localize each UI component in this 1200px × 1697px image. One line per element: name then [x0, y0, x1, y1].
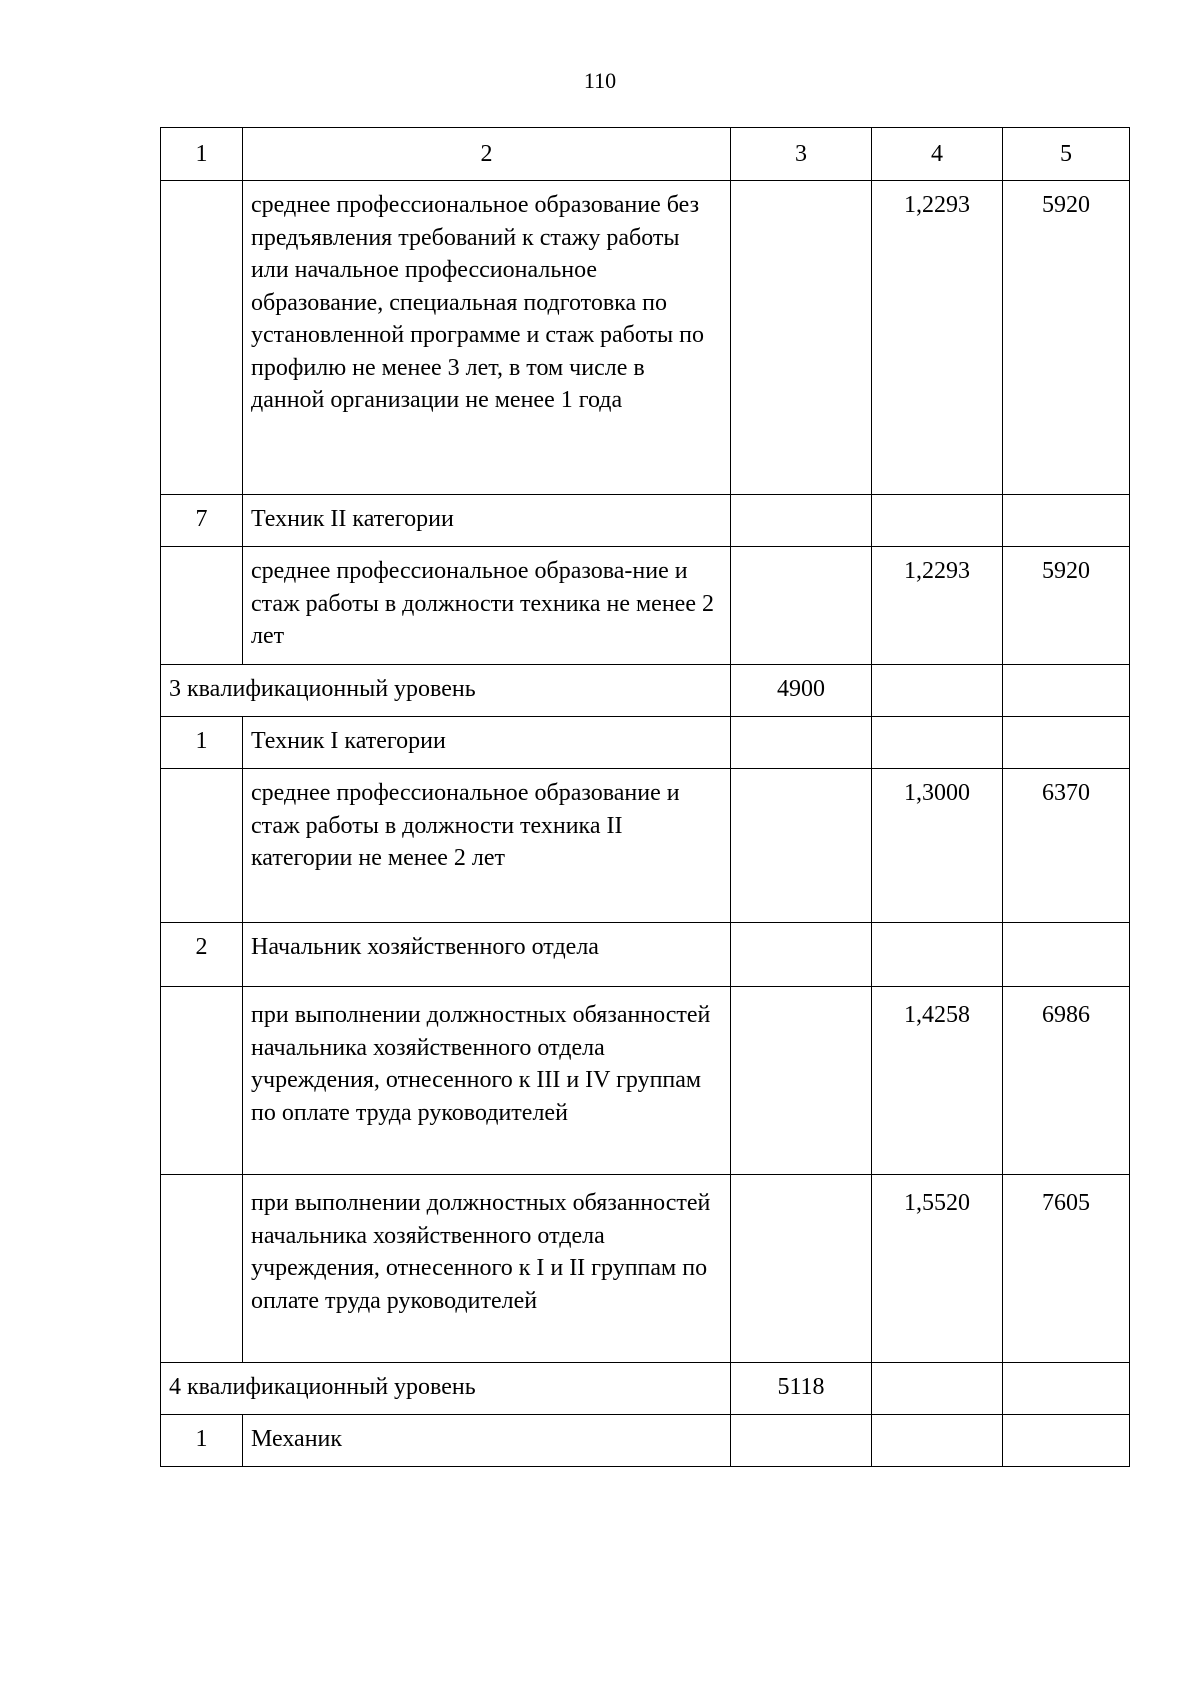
- salary-cell: 7605: [1003, 1175, 1130, 1363]
- position-title-cell: Механик: [243, 1415, 731, 1467]
- salary-cell: 5920: [1003, 181, 1130, 495]
- row-number-cell: [161, 181, 243, 495]
- header-cell: 4: [872, 128, 1003, 181]
- table-row: [161, 987, 1130, 1175]
- header-cell: 2: [243, 128, 731, 181]
- salary-cell: [1003, 495, 1130, 547]
- requirement-text-cell: при выполнении должностных обязанностей начальника хозяйственного отдела учреждения, отнесенного к I и II группам по оплате труда руководителей: [243, 1175, 731, 1363]
- table-row: [161, 1363, 1130, 1415]
- coefficient-cell: [872, 495, 1003, 547]
- base-salary-cell: [731, 547, 872, 665]
- coefficient-cell: [872, 1363, 1003, 1415]
- row-number-cell: [161, 987, 243, 1175]
- row-number-cell: [161, 769, 243, 923]
- base-salary-cell: [731, 495, 872, 547]
- page-number: 110: [583, 68, 617, 93]
- table-row: [161, 923, 1130, 987]
- base-salary-cell: [731, 769, 872, 923]
- position-title-cell: Техник II категории: [243, 495, 731, 547]
- header-cell: 5: [1003, 128, 1130, 181]
- salary-cell: 6370: [1003, 769, 1130, 923]
- salary-cell: 5920: [1003, 547, 1130, 665]
- requirement-text-cell: среднее профессиональное образова-ние и стаж работы в должности техника не менее 2 лет: [243, 547, 731, 665]
- salary-cell: [1003, 1363, 1130, 1415]
- position-title-cell: Начальник хозяйственного отдела: [243, 923, 731, 987]
- row-number-cell: 2: [161, 923, 243, 987]
- table-row: [161, 1415, 1130, 1467]
- coefficient-cell: [872, 665, 1003, 717]
- base-salary-cell: [731, 987, 872, 1175]
- table-row: [161, 769, 1130, 923]
- table-row: [161, 181, 1130, 495]
- header-cell: 3: [731, 128, 872, 181]
- base-salary-cell: [731, 717, 872, 769]
- coefficient-cell: 1,3000: [872, 769, 1003, 923]
- row-number-cell: [161, 1175, 243, 1363]
- base-salary-cell: [731, 1175, 872, 1363]
- position-title-cell: Техник I категории: [243, 717, 731, 769]
- table-row: [161, 1175, 1130, 1363]
- row-number-cell: 7: [161, 495, 243, 547]
- salary-cell: [1003, 923, 1130, 987]
- row-number-cell: [161, 547, 243, 665]
- salary-cell: [1003, 1415, 1130, 1467]
- coefficient-cell: [872, 1415, 1003, 1467]
- coefficient-cell: [872, 717, 1003, 769]
- table-row: [161, 495, 1130, 547]
- requirement-text-cell: среднее профессиональное образование и стаж работы в должности техника II категории не менее 2 лет: [243, 769, 731, 923]
- requirement-text-cell: среднее профессиональное образование без предъявления требований к стажу работы или начальное профессиональное образование, специальная подготовка по установленной программе и стаж работы по профилю не менее 3 лет, в том числе в данной организации не менее 1 года: [243, 181, 731, 495]
- salary-cell: [1003, 717, 1130, 769]
- coefficient-cell: 1,2293: [872, 547, 1003, 665]
- table-row: [161, 717, 1130, 769]
- qualification-table: [160, 127, 1130, 1467]
- salary-cell: [1003, 665, 1130, 717]
- coefficient-cell: 1,4258: [872, 987, 1003, 1175]
- qualification-level-cell: 3 квалификационный уровень: [161, 665, 731, 717]
- base-salary-cell: [731, 181, 872, 495]
- row-number-cell: 1: [161, 1415, 243, 1467]
- header-cell: 1: [161, 128, 243, 181]
- base-salary-cell: 5118: [731, 1363, 872, 1415]
- base-salary-cell: [731, 923, 872, 987]
- base-salary-cell: [731, 1415, 872, 1467]
- base-salary-cell: 4900: [731, 665, 872, 717]
- salary-cell: 6986: [1003, 987, 1130, 1175]
- qualification-level-cell: 4 квалификационный уровень: [161, 1363, 731, 1415]
- table-row: [161, 665, 1130, 717]
- row-number-cell: 1: [161, 717, 243, 769]
- coefficient-cell: 1,2293: [872, 181, 1003, 495]
- table-header-row: [161, 128, 1130, 181]
- coefficient-cell: 1,5520: [872, 1175, 1003, 1363]
- requirement-text-cell: при выполнении должностных обязанностей начальника хозяйственного отдела учреждения, отнесенного к III и IV группам по оплате труда руководителей: [243, 987, 731, 1175]
- coefficient-cell: [872, 923, 1003, 987]
- table-row: [161, 547, 1130, 665]
